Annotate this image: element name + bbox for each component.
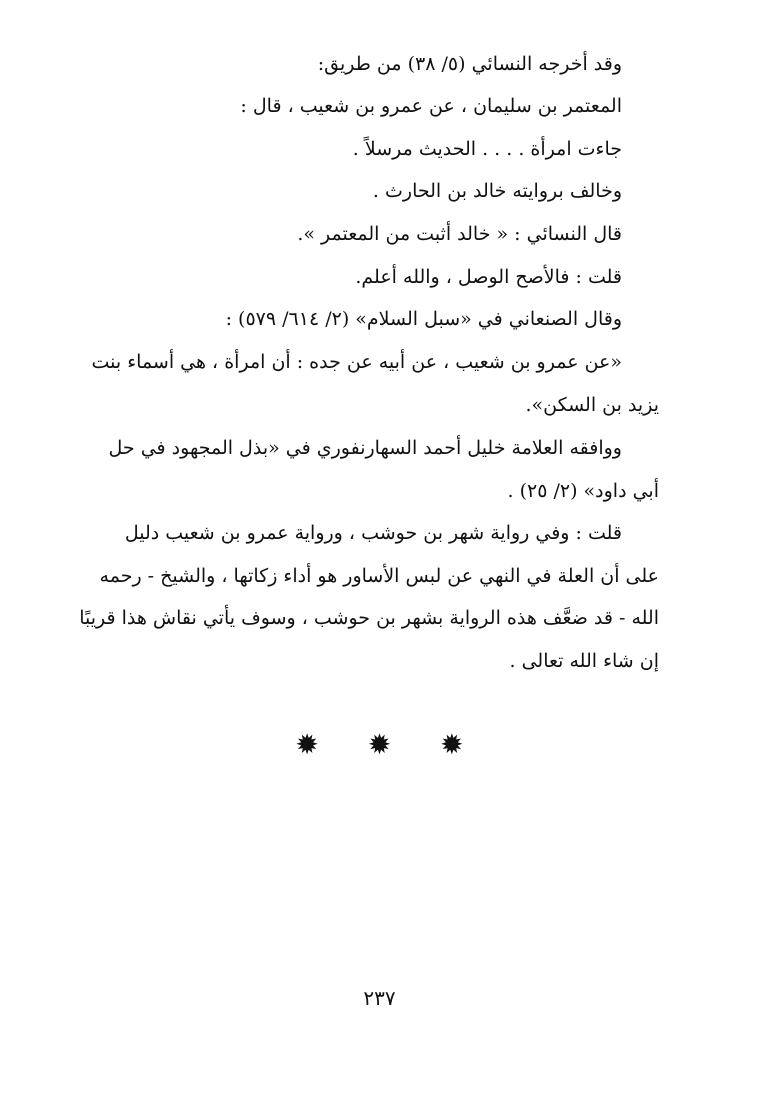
text-line-6: قلت : فالأصح الوصل ، والله أعلم. bbox=[355, 266, 622, 288]
text-line-15: إن شاء الله تعالى . bbox=[509, 650, 659, 672]
text-line-9: يزيد بن السكن». bbox=[525, 394, 659, 416]
text-line-12: قلت : وفي رواية شهر بن حوشب ، ورواية عمرو بن شعيب دليل bbox=[124, 522, 622, 544]
text-line-7: وقال الصنعاني في «سبل السلام» (٢/ ٦١٤/ ٥٧٩) : bbox=[225, 308, 622, 330]
ornament-star-icon: ✹ bbox=[295, 728, 319, 761]
text-line-3: جاءت امرأة . . . . الحديث مرسلاً . bbox=[352, 138, 622, 160]
page-number: ٢٣٧ bbox=[363, 986, 396, 1010]
text-line-2: المعتمر بن سليمان ، عن عمرو بن شعيب ، قال : bbox=[240, 95, 622, 117]
text-line-4: وخالف بروايته خالد بن الحارث . bbox=[372, 180, 622, 202]
text-line-13: على أن العلة في النهي عن لبس الأساور هو أداء زكاتها ، والشيخ - رحمه bbox=[99, 565, 659, 587]
ornament-star-icon: ✹ bbox=[367, 728, 392, 761]
text-line-14: الله - قد ضعَّف هذه الرواية بشهر بن حوشب ، وسوف يأتي نقاش هذا قريبًا bbox=[79, 607, 659, 629]
text-line-10: ووافقه العلامة خليل أحمد السهارنفوري في «بذل المجهود في حل bbox=[108, 437, 622, 459]
text-line-1: وقد أخرجه النسائي (٥/ ٣٨) من طريق: bbox=[317, 53, 622, 75]
text-line-5: قال النسائي : « خالد أثبت من المعتمر ». bbox=[297, 223, 622, 245]
ornament-star-icon: ✹ bbox=[440, 728, 464, 761]
text-line-11: أبي داود» (٢/ ٢٥) . bbox=[507, 480, 659, 502]
text-line-8: «عن عمرو بن شعيب ، عن أبيه عن جده : أن امرأة ، هي أسماء بنت bbox=[91, 351, 622, 373]
section-divider bbox=[0, 725, 759, 765]
